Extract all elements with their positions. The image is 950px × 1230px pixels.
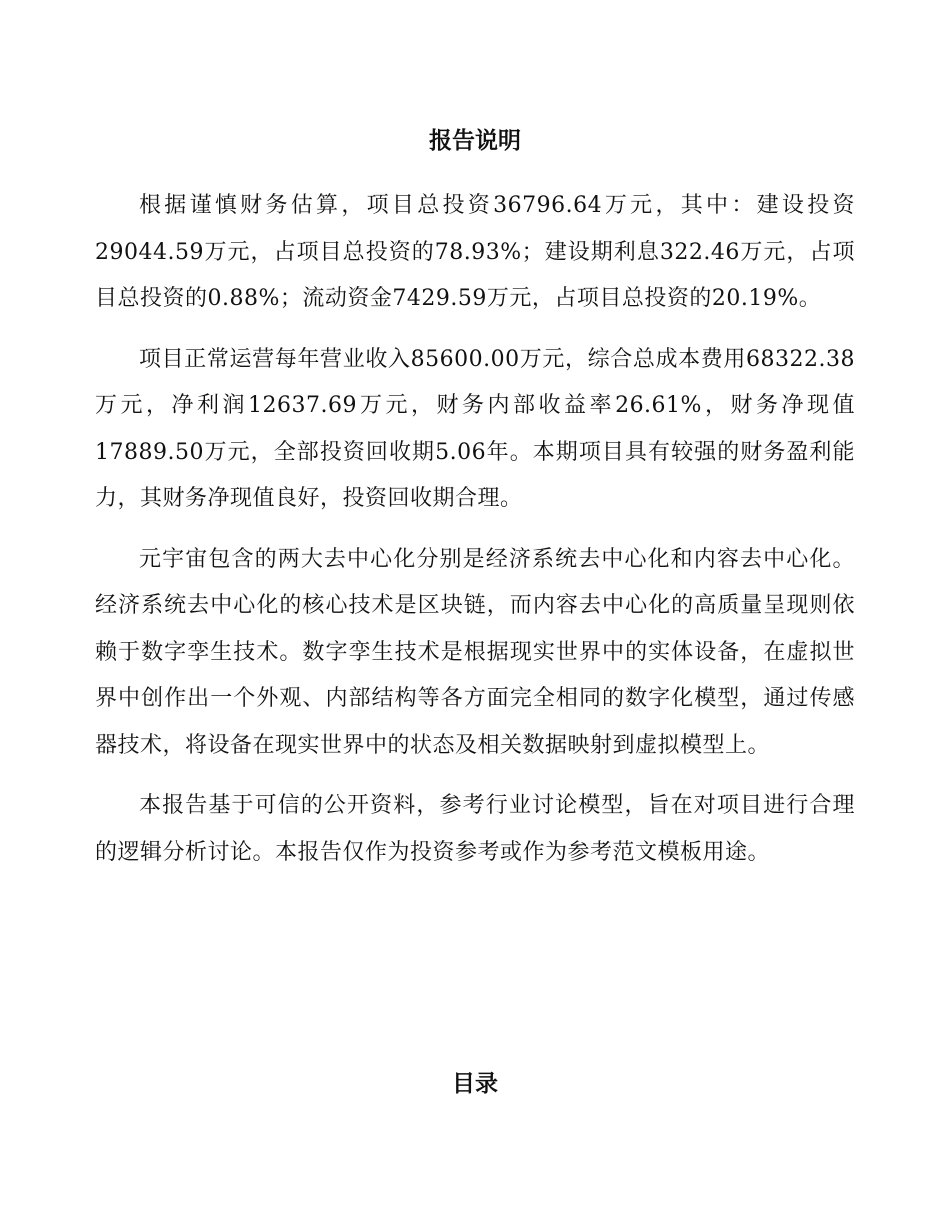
paragraph-metaverse: 元宇宙包含的两大去中心化分别是经济系统去中心化和内容去中心化。经济系统去中心化的核心技术是区块链，而内容去中心化的高质量呈现则依赖于数字孪生技术。数字孪生技术是根据现实世界中的实体设备，在虚拟世界中创作出一个外观、内部结构等各方面完全相同的数字化模型，通过传感器技术，将设备在现实世界中的状态及相关数据映射到虚拟模型上。 (95, 546, 855, 758)
report-body (95, 183, 855, 890)
paragraph-investment: 根据谨慎财务估算，项目总投资36796.64万元，其中：建设投资29044.59万元，占项目总投资的78.93%；建设期利息322.46万元，占项目总投资的0.88%；流动资金7429.59万元，占项目总投资的20.19%。 (95, 193, 855, 311)
paragraph-operations: 项目正常运营每年营业收入85600.00万元，综合总成本费用68322.38万元，净利润12637.69万元，财务内部收益率26.61%，财务净现值17889.50万元，全部投资回收期5.06年。本期项目具有较强的财务盈利能力，其财务净现值良好，投资回收期合理。 (95, 346, 855, 511)
toc-title: 目录 (452, 1071, 498, 1097)
report-title: 报告说明 (429, 128, 521, 154)
paragraph-disclaimer: 本报告基于可信的公开资料，参考行业讨论模型，旨在对项目进行合理的逻辑分析讨论。本报告仅作为投资参考或作为参考范文模板用途。 (95, 793, 855, 865)
